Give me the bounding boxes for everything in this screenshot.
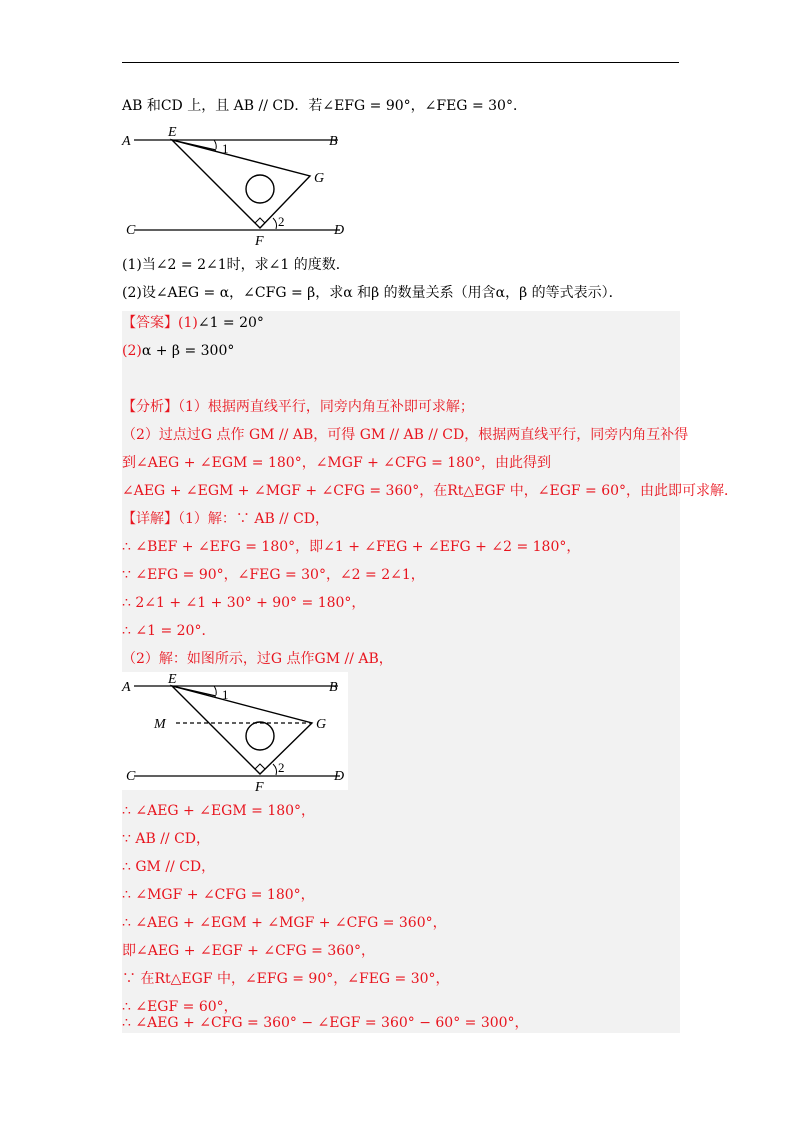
step-line-1: ∴ ∠AEG + ∠EGM = 180°，: [122, 803, 316, 819]
fig2-label-B: B: [329, 680, 338, 695]
step-line-9: ∴ ∠AEG + ∠CFG = 360° − ∠EGF = 360° − 60° = 300°，: [122, 1015, 529, 1031]
answer-1: ∠1 = 20°: [197, 315, 264, 331]
question-1: (1)当∠2 = 2∠1时，求∠1 的度数．: [122, 257, 350, 273]
detail-line-6: （2）解：如图所示，过G 点作GM // AB，: [122, 651, 393, 667]
label-E: E: [168, 125, 177, 140]
detail-tag: 【详解】: [122, 511, 178, 527]
answer-2: α + β = 300°: [141, 343, 235, 359]
answer-line-2: [122, 341, 234, 361]
analysis-text-1: （1）根据两直线平行，同旁内角互补即可求解；: [178, 399, 474, 415]
fig2-label-D: D: [334, 769, 345, 784]
fig2-angle-1-label: 1: [222, 687, 229, 702]
answer-1-label: (1): [178, 315, 198, 331]
analysis-line-2: （2）过点过G 点作 GM // AB，可得 GM // AB // CD，根据两直线平行，同旁内角互补得: [122, 427, 689, 443]
step-line-3: ∴ GM // CD，: [122, 859, 216, 875]
question-2: (2)设∠AEG = α，∠CFG = β，求α 和β 的数量关系（用含α，β 的等式表示）．: [122, 285, 623, 301]
fig2-label-A: A: [122, 680, 131, 695]
label-F: F: [255, 234, 264, 247]
analysis-line-1: [122, 397, 474, 417]
step-line-7: ∵ 在Rt△EGF 中，∠EFG = 90°，∠FEG = 30°，: [122, 971, 450, 987]
detail-text-1: （1）解：∵ AB // CD，: [178, 511, 330, 527]
label-G: G: [314, 171, 325, 186]
fig2-label-F: F: [255, 780, 264, 794]
answer-line-1: [122, 313, 264, 333]
step-line-4: ∴ ∠MGF + ∠CFG = 180°，: [122, 887, 315, 903]
label-A: A: [122, 134, 131, 149]
angle-1-label: 1: [222, 141, 229, 156]
analysis-tag: 【分析】: [122, 399, 178, 415]
detail-line-1: [122, 509, 329, 529]
label-D: D: [334, 223, 345, 238]
label-C: C: [126, 223, 136, 238]
step-line-8: ∴ ∠EGF = 60°，: [122, 999, 238, 1015]
header-rule: [122, 62, 679, 63]
label-B: B: [329, 134, 338, 149]
detail-line-3: ∵ ∠EFG = 90°，∠FEG = 30°，∠2 = 2∠1，: [122, 567, 425, 583]
step-line-5: ∴ ∠AEG + ∠EGM + ∠MGF + ∠CFG = 360°，: [122, 915, 447, 931]
fig2-angle-2-label: 2: [278, 760, 285, 775]
step-line-2: ∵ AB // CD，: [122, 831, 211, 847]
answer-tag: 【答案】: [122, 315, 178, 331]
answer-2-label: (2): [122, 343, 142, 359]
analysis-line-4: ∠AEG + ∠EGM + ∠MGF + ∠CFG = 360°，在Rt△EGF 中，∠EGF = 60°，由此即可求解．: [122, 483, 739, 499]
detail-line-4: ∴ 2∠1 + ∠1 + 30° + 90° = 180°，: [122, 595, 366, 611]
analysis-line-3: 到∠AEG + ∠EGM = 180°，∠MGF + ∠CFG = 180°，由此得到: [122, 455, 551, 471]
fig2-label-G: G: [316, 717, 327, 732]
detail-line-2: ∴ ∠BEF + ∠EFG = 180°，即∠1 + ∠FEG + ∠EFG + ∠2 = 180°，: [122, 539, 581, 555]
angle-2-label: 2: [278, 214, 285, 229]
fig2-label-M: M: [154, 717, 166, 732]
fig2-label-C: C: [126, 769, 136, 784]
geometry-figure-2: [118, 672, 358, 794]
step-line-6: 即∠AEG + ∠EGF + ∠CFG = 360°，: [122, 943, 376, 959]
problem-line-1: AB 和CD 上，且 AB // CD．若∠EFG = 90°，∠FEG = 30°．: [122, 98, 527, 114]
detail-line-5: ∴ ∠1 = 20°．: [122, 623, 216, 639]
geometry-figure-1: [118, 122, 358, 247]
fig2-label-E: E: [168, 672, 177, 687]
